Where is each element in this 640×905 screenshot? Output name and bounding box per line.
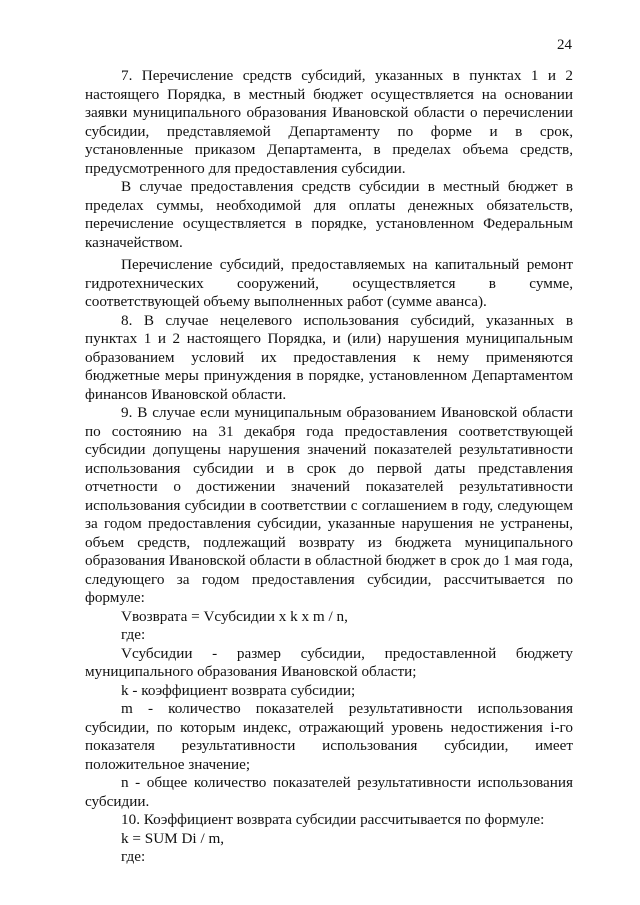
paragraph-10: 10. Коэффициент возврата субсидии рассчитывается по формуле:: [121, 811, 545, 828]
definition-m: m - количество показателей результативности использования субсидии, по которым индекс, отражающий уровень недостижения i-го показателя результативности использования субсидии, имеет положительное значение;: [85, 700, 573, 773]
formula-refund-volume: Vвозврата = Vсубсидии x k x m / n,: [121, 607, 348, 625]
paragraph-8: 8. В случае нецелевого использования субсидий, указанных в пунктах 1 и 2 настоящего Порядка, и (или) нарушения муниципальным образованием условий их предоставления к нему применяются бюджетные меры принуждения в порядке, установленном Департаментом финансов Ивановской области.: [85, 311, 573, 403]
paragraph-7: 7. Перечисление средств субсидий, указанных в пунктах 1 и 2 настоящего Порядка, в местный бюджет осуществляется на основании заявки муниципального образования Ивановской области о перечислении субсидии, представляемой Департаменту по форме и в срок, установленные приказом Департамента, в пределах объема средств, предусмотренного для предоставления субсидии.: [85, 67, 573, 177]
formula-where-label: где:: [121, 626, 146, 643]
page-number: 24: [557, 37, 572, 53]
document-body: [85, 67, 573, 867]
definition-n: n - общее количество показателей результативности использования субсидии.: [85, 774, 573, 810]
paragraph-7-capital-repair: Перечисление субсидий, предоставляемых на капитальный ремонт гидротехнических сооружений, осуществляется в сумме, соответствующей объему выполненных работ (сумме аванса).: [85, 256, 573, 310]
paragraph-9: 9. В случае если муниципальным образованием Ивановской области по состоянию на 31 декабря года предоставления соответствующей субсидии допущены нарушения значений показателей результативности использования субсидии и в срок до первой даты представления отчетности о достижении значений показателей результативности использования субсидии в соответствии с соглашением в году, следующем за годом предоставления субсидии, указанные нарушения не устранены, объем средств, подлежащий возврату из бюджета муниципального образования Ивановской области в областной бюджет в срок до 1 мая года, следующего за годом предоставления субсидии, рассчитывается по формуле:: [85, 404, 573, 606]
definition-k: k - коэффициент возврата субсидии;: [121, 681, 356, 699]
definition-v-subsidy: Vсубсидии - размер субсидии, предоставленной бюджету муниципального образования Ивановской области;: [85, 644, 573, 680]
formula-coefficient: k = SUM Di / m,: [121, 829, 225, 847]
formula-where-label-2: где:: [121, 848, 146, 865]
paragraph-7-local-budget: В случае предоставления средств субсидии в местный бюджет в пределах суммы, необходимой для оплаты денежных обязательств, перечисление осуществляется в порядке, установленном Федеральным казначейством.: [85, 178, 573, 251]
